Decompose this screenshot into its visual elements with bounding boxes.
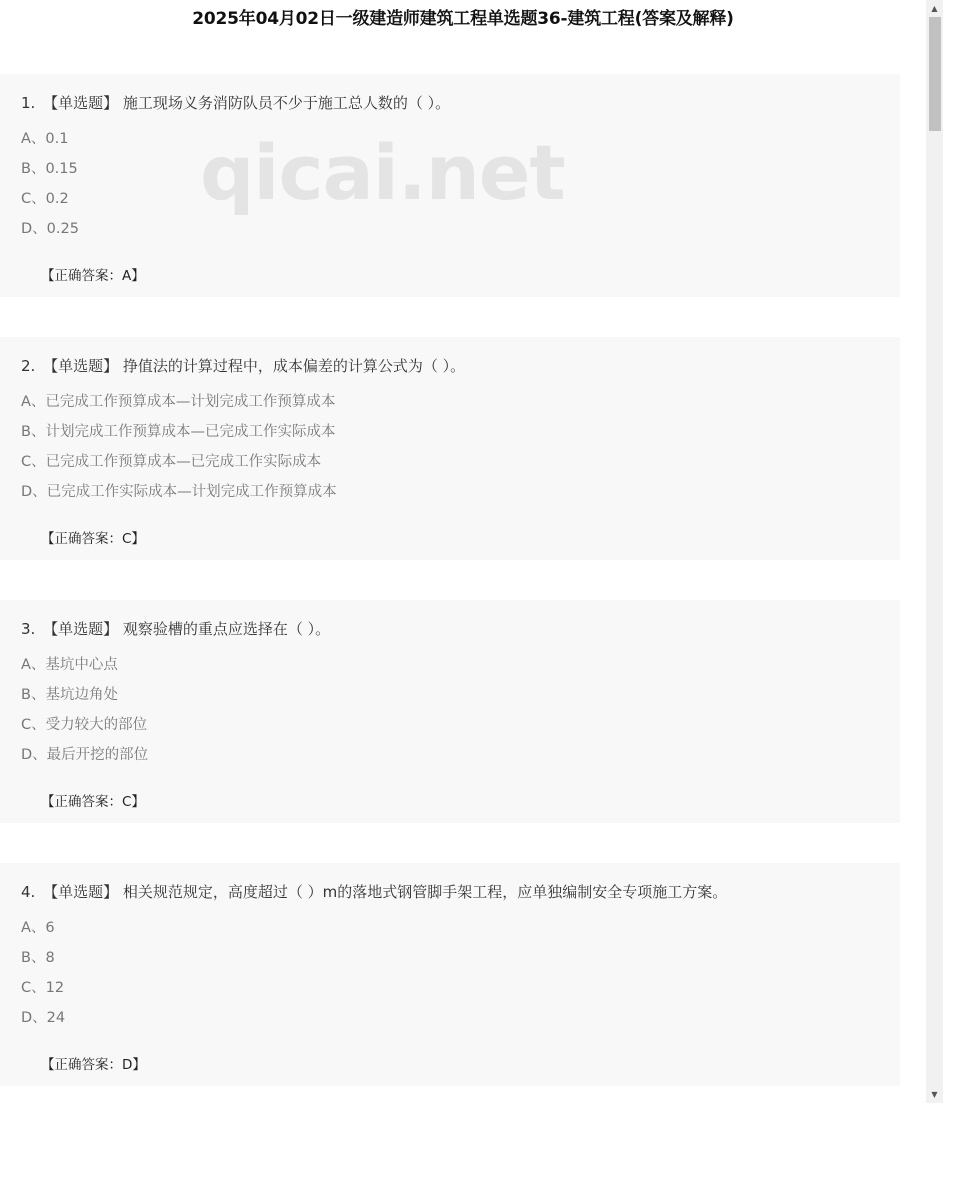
- question-card: [0, 863, 900, 1086]
- scroll-up-button[interactable]: [926, 0, 943, 17]
- question-text: 【单选题】 相关规范规定，高度超过（ ）m的落地式钢管脚手架工程，应单独编制安全专项施工方案。: [43, 883, 728, 901]
- question-number: 4.: [21, 883, 36, 901]
- option-d: D、最后开挖的部位: [21, 747, 149, 763]
- option-a: A、0.1: [21, 131, 69, 147]
- triangle-down-icon: ▼: [931, 1090, 938, 1099]
- question-heading: [21, 881, 727, 902]
- option-d: D、已完成工作实际成本—计划完成工作预算成本: [21, 484, 337, 500]
- option-b: B、基坑边角处: [21, 687, 118, 703]
- question-heading: [21, 355, 465, 376]
- option-c: C、0.2: [21, 191, 69, 207]
- question-number: 2.: [21, 357, 36, 375]
- vertical-scrollbar[interactable]: [926, 0, 943, 1103]
- triangle-up-icon: ▲: [931, 4, 938, 13]
- correct-answer: 【正确答案：A】: [41, 268, 145, 284]
- option-d: D、0.25: [21, 221, 79, 237]
- page-title: 2025年04月02日一级建造师建筑工程单选题36-建筑工程(答案及解释): [192, 9, 734, 29]
- option-c: C、12: [21, 980, 65, 996]
- watermark: qicai.net: [200, 128, 565, 217]
- option-a: A、已完成工作预算成本—计划完成工作预算成本: [21, 394, 336, 410]
- option-b: B、8: [21, 950, 55, 966]
- question-text: 【单选题】 挣值法的计算过程中，成本偏差的计算公式为（ ）。: [43, 357, 466, 375]
- question-number: 3.: [21, 620, 36, 638]
- scroll-thumb[interactable]: [929, 17, 941, 131]
- question-number: 1.: [21, 94, 36, 112]
- correct-answer: 【正确答案：C】: [41, 794, 145, 810]
- option-d: D、24: [21, 1010, 66, 1026]
- question-text: 【单选题】 观察验槽的重点应选择在（ ）。: [43, 620, 331, 638]
- correct-answer: 【正确答案：D】: [41, 1057, 146, 1073]
- question-text: 【单选题】 施工现场义务消防队员不少于施工总人数的（ ）。: [43, 94, 451, 112]
- question-heading: [21, 618, 330, 639]
- option-b: B、计划完成工作预算成本—已完成工作实际成本: [21, 424, 336, 440]
- question-card: [0, 337, 900, 560]
- option-c: C、受力较大的部位: [21, 717, 148, 733]
- option-c: C、已完成工作预算成本—已完成工作实际成本: [21, 454, 322, 470]
- option-a: A、6: [21, 920, 55, 936]
- option-a: A、基坑中心点: [21, 657, 118, 673]
- option-b: B、0.15: [21, 161, 78, 177]
- correct-answer: 【正确答案：C】: [41, 531, 145, 547]
- scroll-down-button[interactable]: [926, 1086, 943, 1103]
- question-heading: [21, 92, 450, 113]
- question-card: [0, 600, 900, 823]
